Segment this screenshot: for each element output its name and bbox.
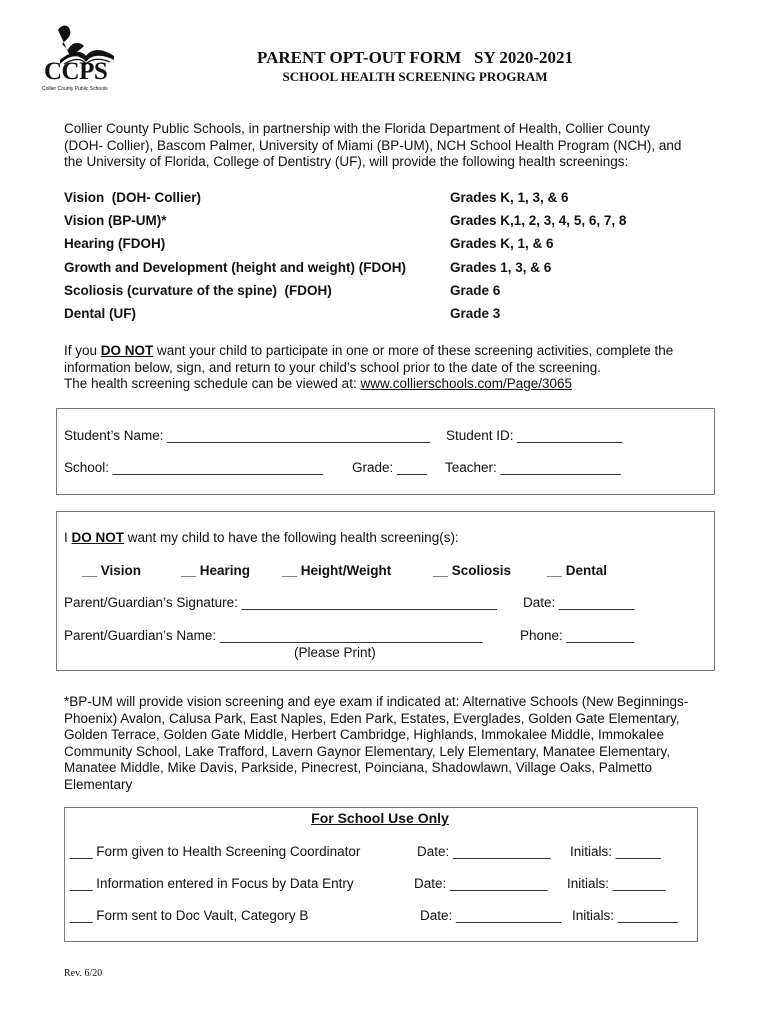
intro-line: the University of Florida, College of Dentistry (UF), will provide the following health screenings:	[64, 154, 629, 169]
school-use-title: For School Use Only	[311, 810, 449, 826]
screening-grades: Grade 3	[450, 306, 501, 321]
checkbox-height-weight[interactable]: __ Height/Weight	[282, 563, 392, 578]
school-field[interactable]: School: ____________________________	[64, 460, 324, 475]
screening-grades: Grades K, 1, & 6	[450, 236, 554, 251]
do-not-emphasis: DO NOT	[100, 343, 154, 358]
instructions-prefix: If you	[64, 343, 101, 358]
checkbox-scoliosis[interactable]: __ Scoliosis	[433, 563, 512, 578]
instructions-line: information below, sign, and return to your child’s school prior to the date of the screening.	[64, 359, 602, 375]
school-use-task[interactable]: ___ Information entered in Focus by Data Entry	[70, 876, 354, 891]
screening-grades: Grades K, 1, 3, & 6	[450, 190, 569, 205]
signature-date-field[interactable]: Date: __________	[523, 595, 635, 610]
school-use-date[interactable]: Date: _____________	[414, 876, 548, 891]
school-use-date[interactable]: Date: ______________	[420, 908, 562, 923]
opt-out-prefix: I	[64, 530, 72, 545]
intro-line: (DOH- Collier), Bascom Palmer, University of Miami (BP-UM), NCH School Health Program (NCH), and	[64, 137, 682, 153]
intro-line: Collier County Public Schools, in partnership with the Florida Department of Health, Collier County	[64, 121, 651, 136]
student-id-field[interactable]: Student ID: ______________	[446, 428, 623, 443]
school-use-task[interactable]: ___ Form sent to Doc Vault, Category B	[70, 908, 309, 923]
screening-grades: Grades 1, 3, & 6	[450, 260, 552, 275]
screening-row	[64, 236, 704, 256]
instructions-line	[64, 343, 714, 360]
parent-signature-field[interactable]: Parent/Guardian’s Signature: __________________________________	[64, 595, 497, 610]
teacher-field[interactable]: Teacher: ________________	[445, 460, 621, 475]
opt-out-do-not: DO NOT	[71, 530, 125, 545]
screening-label: Vision (BP-UM)*	[64, 213, 167, 228]
screening-label: Dental (UF)	[64, 306, 136, 321]
grade-field[interactable]: Grade: ____	[352, 460, 428, 475]
screening-row	[64, 190, 704, 210]
please-print-note: (Please Print)	[294, 645, 376, 660]
screening-grades: Grades K,1, 2, 3, 4, 5, 6, 7, 8	[450, 213, 627, 228]
opt-out-statement	[64, 530, 459, 545]
screening-label: Scoliosis (curvature of the spine) (FDOH)	[64, 283, 332, 298]
checkbox-hearing[interactable]: __ Hearing	[181, 563, 251, 578]
instructions-paragraph	[64, 343, 714, 393]
bpum-line: Manatee Middle, Mike Davis, Parkside, Pinecrest, Poinciana, Shadowlawn, Village Oaks, Palmetto	[64, 760, 653, 775]
screening-label: Hearing (FDOH)	[64, 236, 166, 251]
schedule-line	[64, 376, 714, 393]
form-title: PARENT OPT-OUT FORM SY 2020-2021	[256, 48, 574, 67]
logo-subtitle: Collier County Public Schools	[42, 86, 108, 92]
bpum-line: *BP-UM will provide vision screening and eye exam if indicated at: Alternative Schools (New Beginnings-	[64, 694, 689, 709]
screening-row	[64, 283, 704, 303]
student-info-box	[56, 408, 715, 495]
school-use-initials[interactable]: Initials: ________	[572, 908, 678, 923]
instructions-rest: want your child to participate in one or more of these screening activities, complete the	[153, 343, 674, 358]
screening-row	[64, 260, 704, 280]
form-subtitle: SCHOOL HEALTH SCREENING PROGRAM	[282, 69, 548, 84]
bpum-note	[64, 694, 714, 793]
screening-label: Growth and Development (height and weight) (FDOH)	[64, 260, 406, 275]
bpum-line: Golden Terrace, Golden Gate Middle, Herbert Cambridge, Highlands, Immokalee Middle, Immokalee	[64, 727, 665, 742]
phone-field[interactable]: Phone: _________	[520, 628, 635, 643]
school-use-date[interactable]: Date: _____________	[417, 844, 551, 859]
school-use-task[interactable]: ___ Form given to Health Screening Coordinator	[70, 844, 361, 859]
screening-label: Vision (DOH- Collier)	[64, 190, 202, 205]
checkbox-dental[interactable]: __ Dental	[547, 563, 608, 578]
screening-row	[64, 213, 704, 233]
parent-name-field[interactable]: Parent/Guardian’s Name: ___________________________________	[64, 628, 483, 643]
schedule-text: The health screening schedule can be viewed at:	[64, 376, 361, 391]
logo-text: CCPS	[44, 58, 108, 85]
bpum-line: Elementary	[64, 776, 133, 792]
schedule-link[interactable]: www.collierschools.com/Page/3065	[360, 376, 573, 391]
intro-paragraph	[64, 121, 714, 171]
revision-note: Rev. 6/20	[64, 968, 103, 979]
bpum-line: Phoenix) Avalon, Calusa Park, East Naples, Eden Park, Estates, Everglades, Golden Gate Elementary,	[64, 710, 680, 726]
checkbox-vision[interactable]: __ Vision	[82, 563, 142, 578]
screening-grades: Grade 6	[450, 283, 501, 298]
school-use-initials[interactable]: Initials: _______	[567, 876, 666, 891]
bpum-line: Community School, Lake Trafford, Lavern Gaynor Elementary, Lely Elementary, Manatee Elementary,	[64, 743, 671, 759]
school-use-initials[interactable]: Initials: ______	[570, 844, 661, 859]
screening-row	[64, 306, 704, 326]
opt-out-rest: want my child to have the following health screening(s):	[124, 530, 459, 545]
student-name-field[interactable]: Student’s Name: ___________________________________	[64, 428, 431, 443]
